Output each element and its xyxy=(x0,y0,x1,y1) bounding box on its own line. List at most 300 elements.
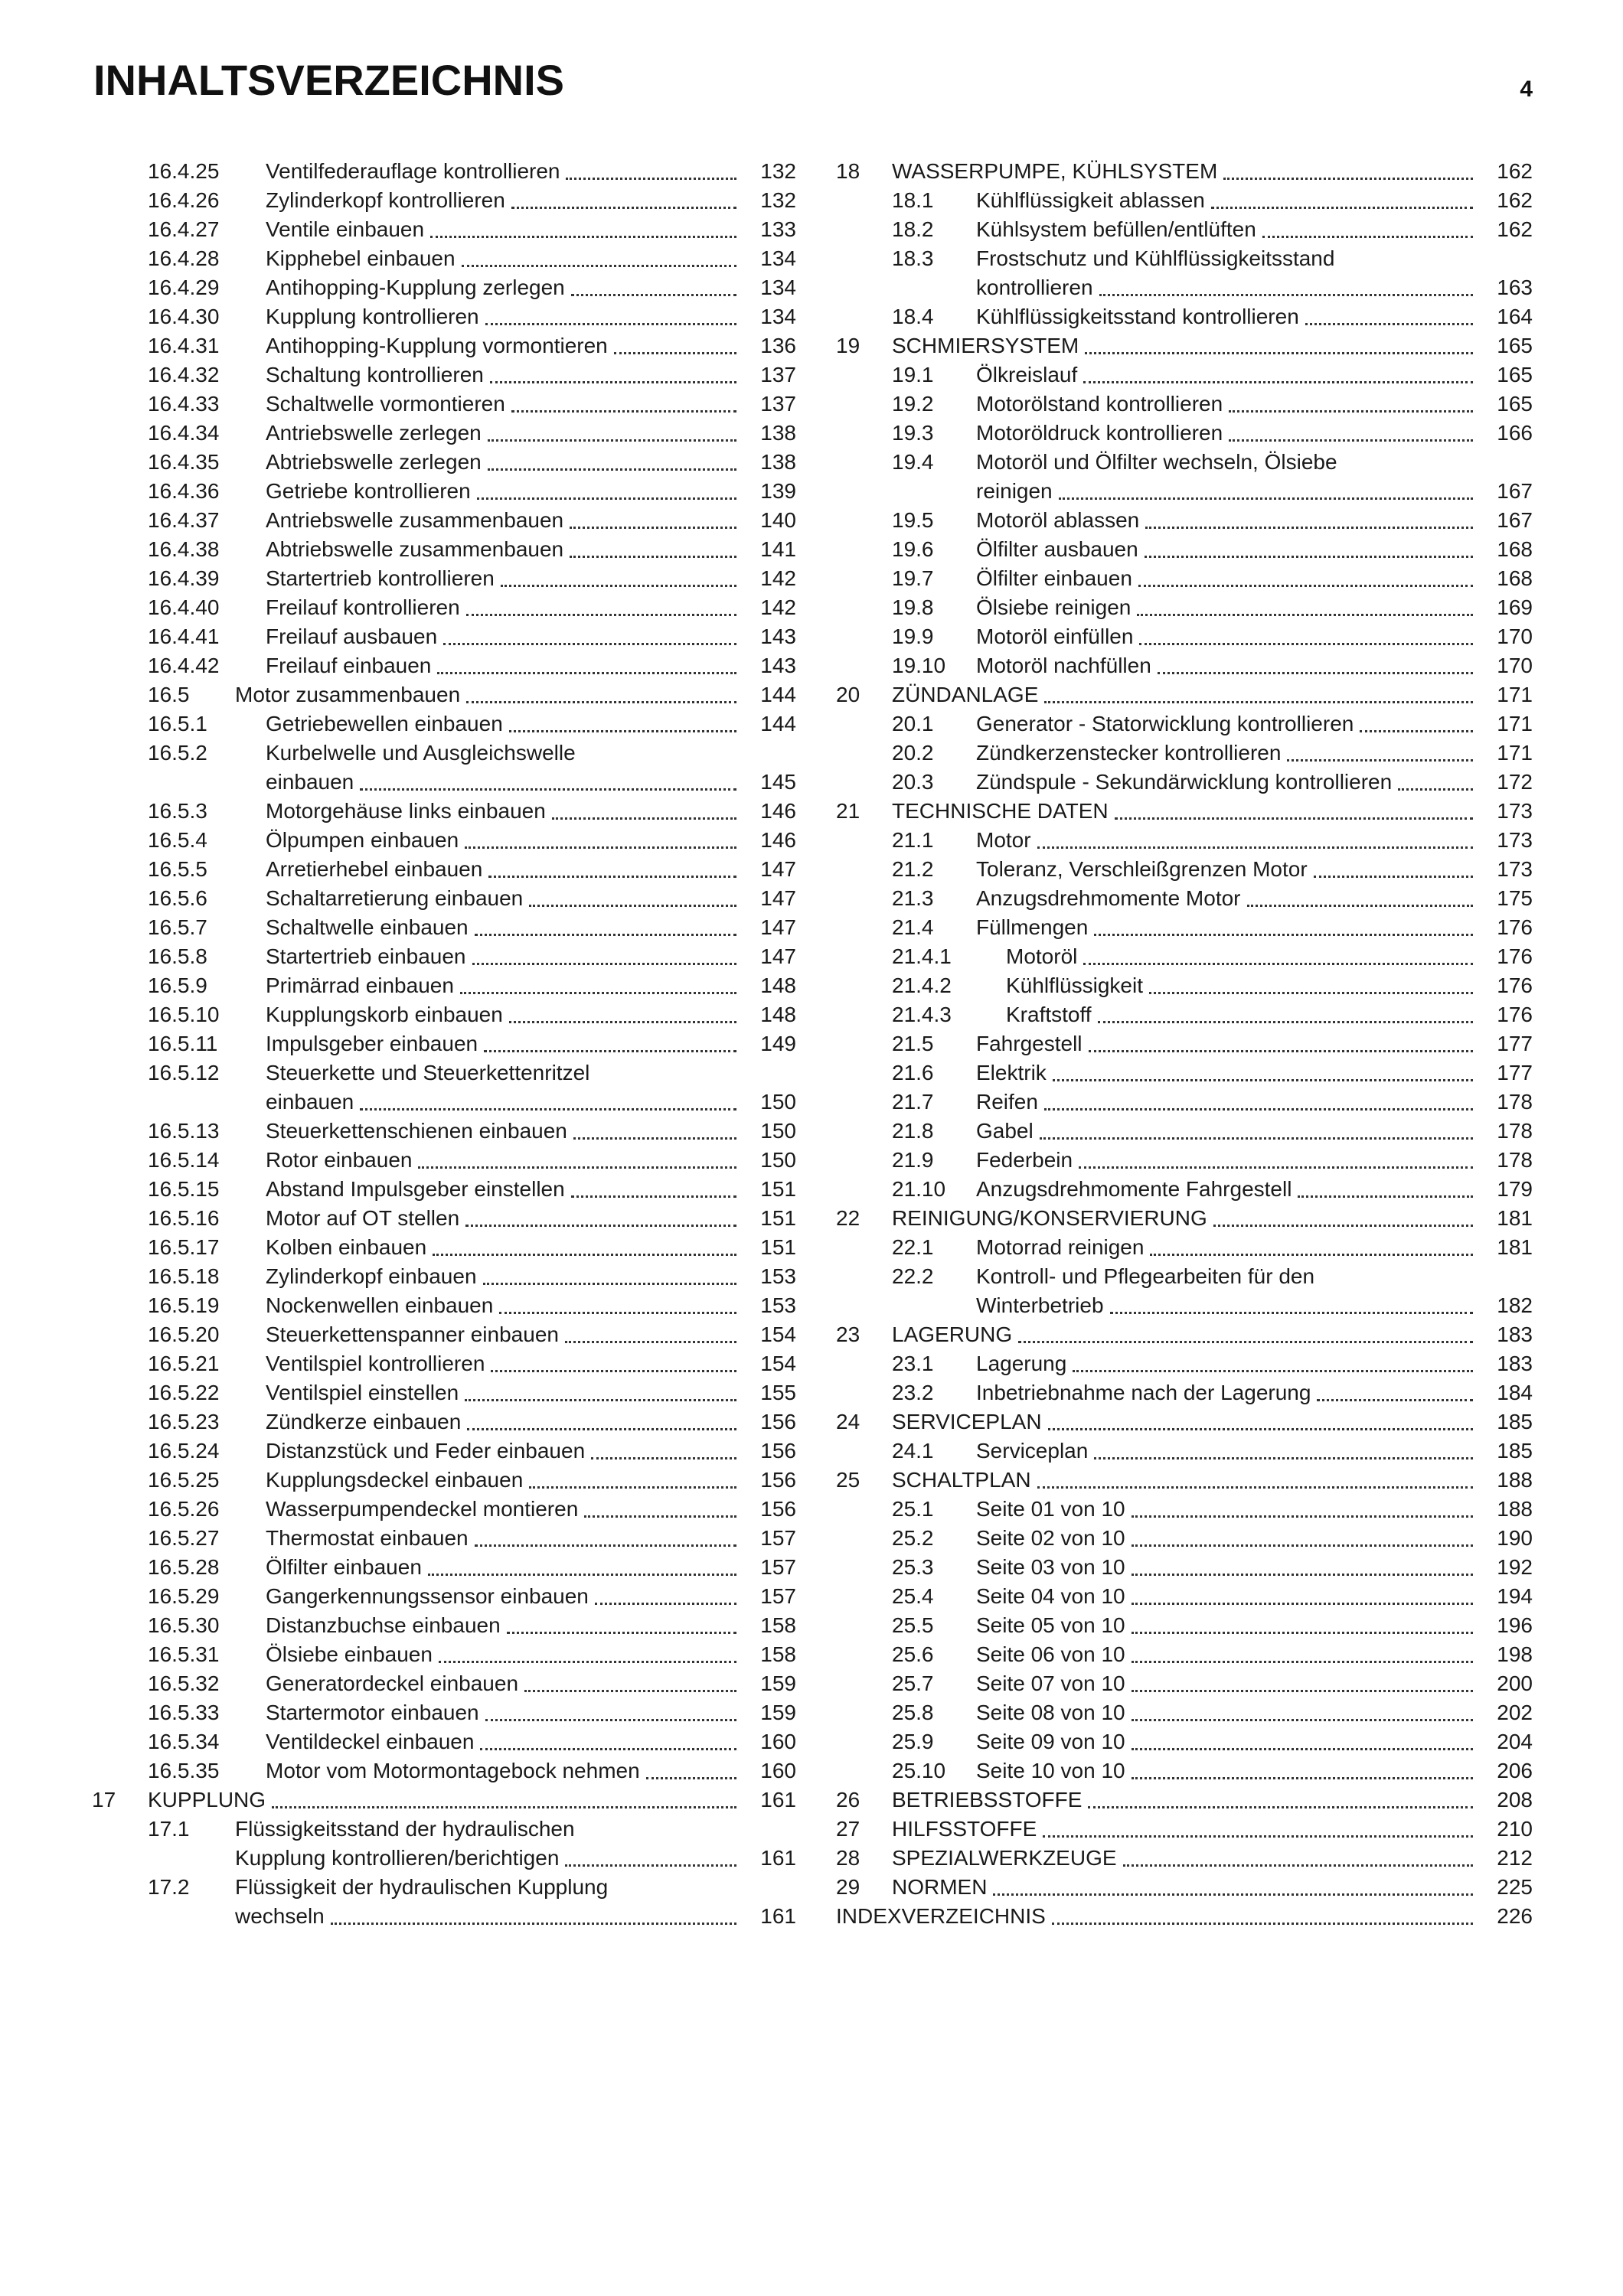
dot-leader xyxy=(1150,1254,1473,1256)
dot-leader xyxy=(499,1312,736,1314)
toc-entry[interactable] xyxy=(92,1640,796,1669)
toc-entry-page: 170 xyxy=(1497,654,1533,677)
toc-entry[interactable] xyxy=(836,1727,1533,1756)
toc-entry-title: Steuerkettenschienen einbauen xyxy=(266,1119,567,1143)
toc-entry-title: Kraftstoff xyxy=(1006,1003,1092,1026)
toc-entry[interactable] xyxy=(836,244,1533,302)
toc-entry[interactable] xyxy=(836,884,1533,913)
dot-leader xyxy=(1085,352,1473,354)
dot-leader xyxy=(485,323,736,325)
dot-leader xyxy=(477,497,736,500)
toc-entry-title-continued: Winterbetrieb xyxy=(976,1293,1104,1317)
toc-entry-title: Kipphebel einbauen xyxy=(266,246,456,270)
toc-entry-page: 151 xyxy=(760,1177,796,1201)
toc-entry[interactable] xyxy=(92,1437,796,1466)
toc-entry-page: 143 xyxy=(760,625,796,648)
toc-entry-number: 22 xyxy=(836,1206,860,1230)
toc-entry[interactable] xyxy=(92,1320,796,1349)
toc-entry[interactable] xyxy=(92,1524,796,1553)
toc-entry-title: Kolben einbauen xyxy=(266,1235,427,1259)
toc-entry-page: 158 xyxy=(760,1613,796,1637)
toc-entry-number: 16.4.33 xyxy=(148,392,220,416)
toc-entry-title: Motorrad reinigen xyxy=(976,1235,1145,1259)
toc-entry[interactable] xyxy=(92,1291,796,1320)
toc-entry[interactable] xyxy=(92,1146,796,1175)
toc-entry-page: 158 xyxy=(760,1642,796,1666)
toc-entry[interactable] xyxy=(836,1088,1533,1117)
dot-leader xyxy=(565,1341,736,1343)
toc-entry-number: 19.9 xyxy=(892,625,934,648)
toc-entry-number: 18.4 xyxy=(892,305,934,328)
toc-entry-title: Anzugsdrehmomente Fahrgestell xyxy=(976,1177,1292,1201)
toc-entry-title: Kupplungsdeckel einbauen xyxy=(266,1468,524,1492)
toc-entry-title: Freilauf kontrollieren xyxy=(266,595,460,619)
toc-entry-page: 132 xyxy=(760,159,796,183)
toc-entry-page: 150 xyxy=(760,1148,796,1172)
toc-entry[interactable] xyxy=(92,1582,796,1611)
toc-entry[interactable] xyxy=(836,1175,1533,1204)
page-title: INHALTSVERZEICHNIS xyxy=(93,56,564,104)
dot-leader xyxy=(552,817,736,820)
dot-leader xyxy=(1132,1515,1473,1518)
toc-entry-title: Motor zusammenbauen xyxy=(235,683,461,706)
toc-entry[interactable] xyxy=(836,1495,1533,1524)
toc-entry[interactable] xyxy=(92,1233,796,1262)
toc-entry-page: 183 xyxy=(1497,1352,1533,1375)
toc-entry[interactable] xyxy=(836,1524,1533,1553)
dot-leader xyxy=(490,381,736,383)
dot-leader xyxy=(1094,934,1473,936)
toc-entry[interactable] xyxy=(92,942,796,971)
toc-entry-number: 16.5.21 xyxy=(148,1352,220,1375)
toc-entry-number: 18.3 xyxy=(892,246,934,270)
toc-entry-page: 212 xyxy=(1497,1846,1533,1870)
toc-entry-number: 19.1 xyxy=(892,363,934,386)
toc-entry-page: 161 xyxy=(760,1904,796,1928)
toc-entry[interactable] xyxy=(92,215,796,244)
toc-entry-page: 137 xyxy=(760,363,796,386)
toc-entry-title: BETRIEBSSTOFFE xyxy=(892,1788,1083,1812)
toc-entry-title: Zylinderkopf kontrollieren xyxy=(266,188,505,212)
toc-entry[interactable] xyxy=(92,1786,796,1815)
toc-entry-number: 16.5.4 xyxy=(148,828,207,852)
toc-entry[interactable] xyxy=(92,302,796,331)
toc-entry[interactable] xyxy=(836,1117,1533,1146)
dot-leader xyxy=(1145,556,1473,558)
toc-entry-page: 159 xyxy=(760,1671,796,1695)
toc-entry[interactable] xyxy=(92,1873,796,1931)
toc-entry-title: SCHMIERSYSTEM xyxy=(892,334,1079,357)
toc-entry-number: 26 xyxy=(836,1788,860,1812)
toc-entry-number: 16.5.15 xyxy=(148,1177,220,1201)
toc-entry-page: 162 xyxy=(1497,188,1533,212)
toc-entry[interactable] xyxy=(836,971,1533,1000)
toc-entry-title: Zylinderkopf einbauen xyxy=(266,1264,477,1288)
toc-entry[interactable] xyxy=(836,1844,1533,1873)
toc-entry-number: 16.5.5 xyxy=(148,857,207,881)
toc-entry[interactable] xyxy=(92,1727,796,1756)
toc-entry[interactable] xyxy=(836,1029,1533,1058)
toc-entry-title: KUPPLUNG xyxy=(148,1788,266,1812)
dot-leader xyxy=(460,992,736,994)
toc-entry[interactable] xyxy=(836,1320,1533,1349)
toc-entry[interactable] xyxy=(836,419,1533,448)
toc-entry[interactable] xyxy=(92,477,796,506)
toc-entry-number: 19.8 xyxy=(892,595,934,619)
dot-leader xyxy=(1115,817,1473,820)
dot-leader xyxy=(1360,730,1473,732)
toc-entry[interactable] xyxy=(92,1175,796,1204)
toc-entry-title: Ölfilter ausbauen xyxy=(976,537,1138,561)
toc-entry[interactable] xyxy=(92,1495,796,1524)
toc-entry[interactable] xyxy=(836,360,1533,390)
toc-entry-page: 148 xyxy=(760,974,796,997)
toc-entry-page: 173 xyxy=(1497,857,1533,881)
toc-entry[interactable] xyxy=(836,739,1533,768)
dot-leader xyxy=(462,265,736,267)
toc-entry-page: 146 xyxy=(760,799,796,823)
toc-entry[interactable] xyxy=(836,390,1533,419)
dot-leader xyxy=(584,1515,736,1518)
toc-entry[interactable] xyxy=(92,1815,796,1873)
toc-entry-page: 172 xyxy=(1497,770,1533,794)
toc-entry-page: 143 xyxy=(760,654,796,677)
toc-entry-number: 18.1 xyxy=(892,188,934,212)
toc-entry-page: 163 xyxy=(1497,276,1533,299)
toc-entry-title: Motoröl ablassen xyxy=(976,508,1140,532)
toc-entry-title: WASSERPUMPE, KÜHLSYSTEM xyxy=(892,159,1218,183)
toc-entry[interactable] xyxy=(92,419,796,448)
dot-leader xyxy=(472,963,736,965)
toc-entry-number: 21.9 xyxy=(892,1148,934,1172)
toc-entry[interactable] xyxy=(92,622,796,651)
toc-entry-number: 21.10 xyxy=(892,1177,946,1201)
dot-leader xyxy=(488,876,736,878)
toc-entry[interactable] xyxy=(92,1378,796,1407)
toc-entry-number: 19 xyxy=(836,334,860,357)
toc-entry[interactable] xyxy=(92,1058,796,1117)
toc-entry-number: 21.4.1 xyxy=(892,944,952,968)
toc-entry[interactable] xyxy=(92,1349,796,1378)
dot-leader xyxy=(1213,1225,1473,1227)
toc-entry[interactable] xyxy=(836,564,1533,593)
toc-entry[interactable] xyxy=(836,1262,1533,1320)
toc-entry[interactable] xyxy=(836,331,1533,360)
toc-entry-title: Gangerkennungssensor einbauen xyxy=(266,1584,589,1608)
toc-entry-number: 25.9 xyxy=(892,1730,934,1753)
dot-leader xyxy=(1223,178,1473,180)
toc-entry[interactable] xyxy=(836,1786,1533,1815)
toc-entry[interactable] xyxy=(92,331,796,360)
toc-entry-title: Abtriebswelle zerlegen xyxy=(266,450,482,474)
toc-entry[interactable] xyxy=(836,1756,1533,1786)
toc-entry[interactable] xyxy=(836,157,1533,186)
toc-entry-title: Impulsgeber einbauen xyxy=(266,1032,478,1055)
toc-entry-page: 153 xyxy=(760,1264,796,1288)
dot-leader xyxy=(511,410,736,413)
toc-entry-number: 28 xyxy=(836,1846,860,1870)
toc-entry[interactable] xyxy=(836,680,1533,709)
dot-leader xyxy=(1079,1166,1473,1169)
toc-entry-title: Generator - Statorwicklung kontrollieren xyxy=(976,712,1354,735)
toc-entry-title: Kurbelwelle und Ausgleichswelle xyxy=(266,741,576,765)
toc-entry-page: 134 xyxy=(760,276,796,299)
toc-entry-title: Ölsiebe reinigen xyxy=(976,595,1132,619)
toc-entry-title: Motoröldruck kontrollieren xyxy=(976,421,1223,445)
toc-entry[interactable] xyxy=(836,855,1533,884)
toc-entry[interactable] xyxy=(836,768,1533,797)
toc-entry[interactable] xyxy=(92,535,796,564)
toc-entry[interactable] xyxy=(836,1466,1533,1495)
toc-entry-title: Arretierhebel einbauen xyxy=(266,857,483,881)
toc-entry-number: 21.4.3 xyxy=(892,1003,952,1026)
dot-leader xyxy=(466,614,736,616)
toc-entry[interactable] xyxy=(836,1378,1533,1407)
toc-entry-title: Toleranz, Verschleißgrenzen Motor xyxy=(976,857,1308,881)
toc-entry[interactable] xyxy=(92,1756,796,1786)
toc-entry-title: Anzugsdrehmomente Motor xyxy=(976,886,1241,910)
toc-entry[interactable] xyxy=(836,1873,1533,1902)
toc-entry-number: 16.5.20 xyxy=(148,1322,220,1346)
toc-entry[interactable] xyxy=(92,1407,796,1437)
toc-entry[interactable] xyxy=(92,1669,796,1698)
toc-entry-title: Flüssigkeitsstand der hydraulischen xyxy=(235,1817,575,1841)
dot-leader xyxy=(1089,1050,1473,1052)
dot-leader xyxy=(1123,1864,1473,1867)
dot-leader xyxy=(591,1457,736,1459)
toc-entry-title: Ventile einbauen xyxy=(266,217,425,241)
toc-entry-title-continued: kontrollieren xyxy=(976,276,1093,299)
toc-entry[interactable] xyxy=(92,709,796,739)
toc-entry-number: 21.1 xyxy=(892,828,934,852)
toc-entry-number: 17.2 xyxy=(148,1875,190,1899)
toc-entry-number: 16.4.25 xyxy=(148,159,220,183)
dot-leader xyxy=(1149,992,1473,994)
toc-entry[interactable] xyxy=(836,215,1533,244)
toc-entry[interactable] xyxy=(836,797,1533,826)
toc-entry-page: 178 xyxy=(1497,1119,1533,1143)
toc-entry[interactable] xyxy=(92,680,796,709)
toc-entry-title: Steuerkette und Steuerkettenritzel xyxy=(266,1061,590,1084)
toc-entry-page: 184 xyxy=(1497,1381,1533,1404)
toc-entry[interactable] xyxy=(836,448,1533,506)
toc-entry[interactable] xyxy=(92,273,796,302)
toc-entry[interactable] xyxy=(836,186,1533,215)
toc-entry-page: 206 xyxy=(1497,1759,1533,1782)
toc-entry[interactable] xyxy=(836,535,1533,564)
toc-entry[interactable] xyxy=(836,709,1533,739)
toc-entry[interactable] xyxy=(836,1058,1533,1088)
toc-entry[interactable] xyxy=(92,1000,796,1029)
toc-entry-title: Antihopping-Kupplung vormontieren xyxy=(266,334,608,357)
toc-entry[interactable] xyxy=(92,1262,796,1291)
toc-entry-page: 164 xyxy=(1497,305,1533,328)
toc-entry-page: 178 xyxy=(1497,1148,1533,1172)
toc-entry-title: Lagerung xyxy=(976,1352,1067,1375)
toc-entry[interactable] xyxy=(92,360,796,390)
toc-entry[interactable] xyxy=(836,593,1533,622)
toc-entry[interactable] xyxy=(836,1204,1533,1233)
toc-entry-title: Ventilspiel kontrollieren xyxy=(266,1352,485,1375)
toc-entry[interactable] xyxy=(836,1146,1533,1175)
toc-entry[interactable] xyxy=(836,506,1533,535)
toc-entry[interactable] xyxy=(836,1698,1533,1727)
toc-entry[interactable] xyxy=(92,971,796,1000)
dot-leader xyxy=(1053,1079,1473,1081)
toc-entry-title-continued: reinigen xyxy=(976,479,1053,503)
toc-entry-number: 16.4.41 xyxy=(148,625,220,648)
toc-entry-number: 16.4.37 xyxy=(148,508,220,532)
toc-entry[interactable] xyxy=(92,651,796,680)
toc-entry[interactable] xyxy=(836,826,1533,855)
toc-entry[interactable] xyxy=(92,1553,796,1582)
toc-entry-number: 16.5.34 xyxy=(148,1730,220,1753)
toc-entry[interactable] xyxy=(92,1117,796,1146)
dot-leader xyxy=(529,1486,736,1489)
toc-entry[interactable] xyxy=(92,1466,796,1495)
dot-leader xyxy=(1110,1312,1473,1314)
toc-entry-page: 157 xyxy=(760,1555,796,1579)
toc-entry[interactable] xyxy=(836,913,1533,942)
toc-entry[interactable] xyxy=(92,564,796,593)
dot-leader xyxy=(360,1108,736,1110)
dot-leader xyxy=(1132,1544,1473,1547)
toc-entry[interactable] xyxy=(92,826,796,855)
toc-entry[interactable] xyxy=(92,739,796,797)
toc-entry-title: Seite 10 von 10 xyxy=(976,1759,1125,1782)
toc-entry[interactable] xyxy=(92,1698,796,1727)
toc-entry-title: Zündspule - Sekundärwicklung kontrollieren xyxy=(976,770,1393,794)
toc-entry-page: 171 xyxy=(1497,741,1533,765)
toc-entry-title: Abstand Impulsgeber einstellen xyxy=(266,1177,565,1201)
dot-leader xyxy=(1247,905,1473,907)
toc-entry[interactable] xyxy=(836,1000,1533,1029)
toc-entry[interactable] xyxy=(836,1233,1533,1262)
toc-entry-number: 16.5.22 xyxy=(148,1381,220,1404)
toc-entry-title: Ölfilter einbauen xyxy=(976,566,1132,590)
dot-leader xyxy=(1132,1632,1473,1634)
toc-entry[interactable] xyxy=(836,1640,1533,1669)
toc-entry[interactable] xyxy=(836,1582,1533,1611)
toc-entry[interactable] xyxy=(92,884,796,913)
toc-entry-page: 225 xyxy=(1497,1875,1533,1899)
toc-entry[interactable] xyxy=(92,390,796,419)
toc-entry-page: 183 xyxy=(1497,1322,1533,1346)
toc-entry[interactable] xyxy=(92,913,796,942)
toc-entry[interactable] xyxy=(92,186,796,215)
toc-entry-title: Getriebe kontrollieren xyxy=(266,479,471,503)
toc-entry-number: 21.2 xyxy=(892,857,934,881)
toc-entry-number: 19.2 xyxy=(892,392,934,416)
toc-entry-title: Motoröl xyxy=(1006,944,1078,968)
toc-entry-title: Inbetriebnahme nach der Lagerung xyxy=(976,1381,1311,1404)
toc-entry-page: 139 xyxy=(760,479,796,503)
toc-entry[interactable] xyxy=(92,448,796,477)
toc-entry-number: 21.4 xyxy=(892,915,934,939)
toc-entry[interactable] xyxy=(836,1437,1533,1466)
toc-entry-title: Antihopping-Kupplung zerlegen xyxy=(266,276,565,299)
toc-entry-page: 144 xyxy=(760,712,796,735)
toc-entry[interactable] xyxy=(836,1553,1533,1582)
toc-entry-number: 20 xyxy=(836,683,860,706)
toc-entry-page: 181 xyxy=(1497,1235,1533,1259)
toc-entry[interactable] xyxy=(836,302,1533,331)
toc-entry[interactable] xyxy=(92,1204,796,1233)
dot-leader xyxy=(1145,527,1473,529)
toc-entry-title-continued: einbauen xyxy=(266,770,354,794)
dot-leader xyxy=(480,1748,736,1750)
dot-leader xyxy=(360,788,736,791)
toc-entry[interactable] xyxy=(836,1349,1533,1378)
toc-entry-page: 173 xyxy=(1497,828,1533,852)
toc-entry[interactable] xyxy=(92,855,796,884)
toc-entry[interactable] xyxy=(92,797,796,826)
dot-leader xyxy=(1018,1341,1473,1343)
toc-entry[interactable] xyxy=(92,593,796,622)
toc-column-left xyxy=(92,157,796,1931)
toc-entry-page: 175 xyxy=(1497,886,1533,910)
toc-entry-title: Schaltarretierung einbauen xyxy=(266,886,524,910)
toc-entry[interactable] xyxy=(836,942,1533,971)
toc-entry[interactable] xyxy=(92,1611,796,1640)
toc-entry-number: 22.1 xyxy=(892,1235,934,1259)
toc-entry-title: Füllmengen xyxy=(976,915,1089,939)
toc-entry-page: 167 xyxy=(1497,479,1533,503)
toc-entry[interactable] xyxy=(92,1029,796,1058)
toc-entry-title: Motoröl und Ölfilter wechseln, Ölsiebe xyxy=(976,450,1337,474)
toc-entry[interactable] xyxy=(836,1902,1533,1931)
dot-leader xyxy=(507,1632,736,1634)
toc-entry[interactable] xyxy=(836,651,1533,680)
toc-entry-title: Ölsiebe einbauen xyxy=(266,1642,433,1666)
toc-entry[interactable] xyxy=(836,622,1533,651)
toc-entry-number: 16.5.17 xyxy=(148,1235,220,1259)
dot-leader xyxy=(428,1574,736,1576)
toc-entry[interactable] xyxy=(836,1407,1533,1437)
dot-leader xyxy=(1211,207,1473,209)
toc-entry-number: 16.5.26 xyxy=(148,1497,220,1521)
toc-entry-page: 196 xyxy=(1497,1613,1533,1637)
toc-entry[interactable] xyxy=(836,1611,1533,1640)
toc-entry-title: Motor vom Motormontagebock nehmen xyxy=(266,1759,640,1782)
toc-entry-title: Elektrik xyxy=(976,1061,1047,1084)
toc-entry-page: 188 xyxy=(1497,1497,1533,1521)
toc-entry-number: 16.4.32 xyxy=(148,363,220,386)
toc-entry-page: 132 xyxy=(760,188,796,212)
toc-entry[interactable] xyxy=(836,1669,1533,1698)
toc-entry-title: Kupplung kontrollieren xyxy=(266,305,479,328)
dot-leader xyxy=(475,1544,736,1547)
toc-entry-number: 16.5.8 xyxy=(148,944,207,968)
toc-entry-number: 16.5.28 xyxy=(148,1555,220,1579)
toc-entry-title: LAGERUNG xyxy=(892,1322,1013,1346)
toc-entry[interactable] xyxy=(92,506,796,535)
toc-entry-number: 16.4.42 xyxy=(148,654,220,677)
toc-entry-title: Wasserpumpendeckel montieren xyxy=(266,1497,579,1521)
toc-entry[interactable] xyxy=(92,244,796,273)
toc-entry[interactable] xyxy=(836,1815,1533,1844)
toc-entry-title: INDEXVERZEICHNIS xyxy=(836,1904,1046,1928)
toc-entry-title: Kontroll- und Pflegearbeiten für den xyxy=(976,1264,1315,1288)
toc-entry-page: 147 xyxy=(760,857,796,881)
dot-leader xyxy=(483,1283,736,1285)
dot-leader xyxy=(1037,1486,1473,1489)
dot-leader xyxy=(1132,1748,1473,1750)
dot-leader xyxy=(1132,1719,1473,1721)
toc-entry-page: 176 xyxy=(1497,915,1533,939)
toc-entry[interactable] xyxy=(92,157,796,186)
toc-entry-title: REINIGUNG/KONSERVIERUNG xyxy=(892,1206,1207,1230)
